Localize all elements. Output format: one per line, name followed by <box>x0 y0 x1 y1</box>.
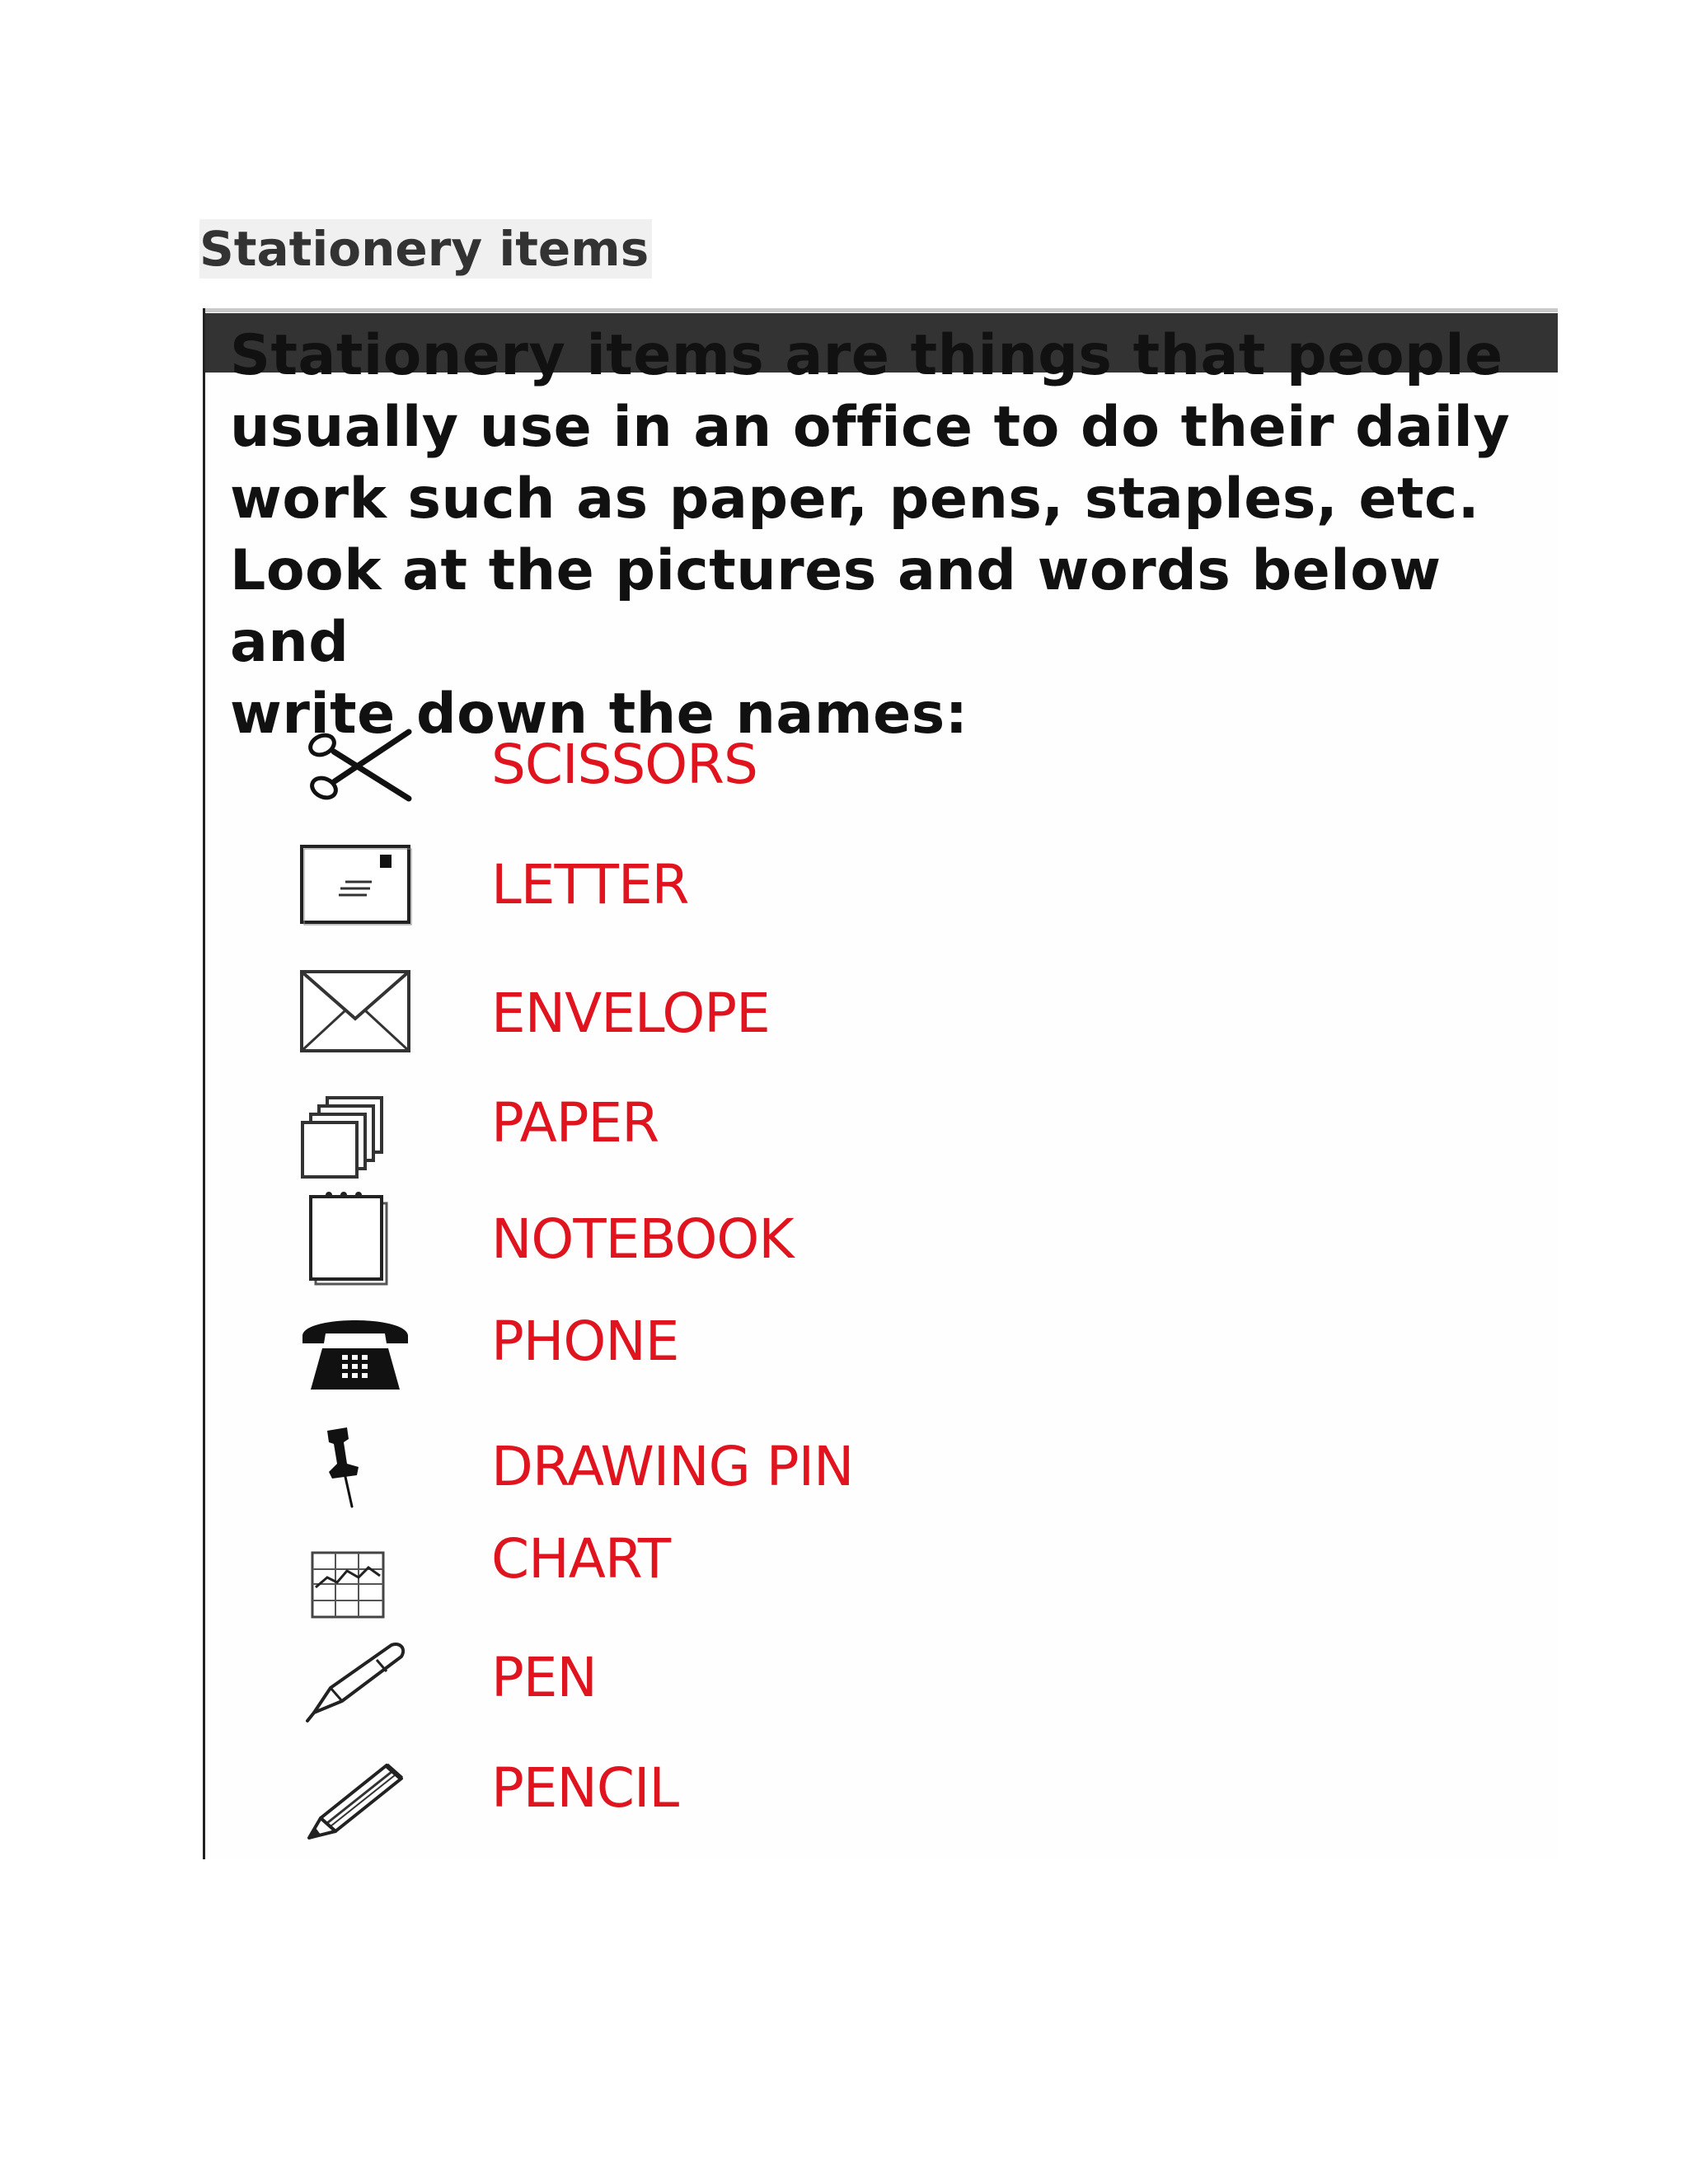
list-item <box>203 1637 1522 1727</box>
intro-line: usually use in an office to do their daily <box>230 395 1511 460</box>
item-label: NOTEBOOK <box>491 1207 794 1271</box>
list-item <box>203 1309 1522 1399</box>
item-label: PAPER <box>491 1091 659 1155</box>
intro-line: work such as paper, pens, staples, etc. <box>230 466 1480 532</box>
item-label: ENVELOPE <box>491 982 770 1045</box>
stationery-worksheet-figure <box>203 308 1558 1859</box>
envelope-icon <box>298 968 413 1058</box>
list-item <box>203 968 1522 1058</box>
item-label: PENCIL <box>491 1756 679 1820</box>
list-item <box>203 1749 1522 1840</box>
item-label: SCISSORS <box>491 733 757 796</box>
pen-icon <box>298 1637 413 1727</box>
intro-line: write down the names: <box>230 682 968 747</box>
item-label: CHART <box>491 1527 671 1591</box>
list-item <box>203 720 1522 811</box>
list-item <box>203 1091 1522 1186</box>
list-item <box>203 1527 1522 1627</box>
letter-icon <box>298 842 413 933</box>
list-item <box>203 1424 1522 1515</box>
intro-paragraph <box>230 320 1549 750</box>
pencil-icon <box>298 1749 413 1840</box>
item-label: PEN <box>491 1646 597 1709</box>
list-item <box>203 1188 1522 1279</box>
intro-line: Look at the pictures and words below and <box>230 538 1442 675</box>
telephone-icon <box>298 1309 413 1399</box>
scissors-icon <box>298 720 413 811</box>
top-divider <box>203 308 1558 312</box>
intro-line: Stationery items are things that people <box>230 323 1503 388</box>
chart-icon <box>298 1536 413 1627</box>
item-label: PHONE <box>491 1310 679 1373</box>
list-item <box>203 842 1522 933</box>
notebook-icon <box>298 1188 413 1287</box>
page-heading: Stationery items <box>199 219 652 279</box>
paper-stack-icon <box>298 1095 413 1186</box>
item-label: DRAWING PIN <box>491 1435 854 1498</box>
drawing-pin-icon <box>298 1424 413 1515</box>
item-label: LETTER <box>491 853 689 916</box>
